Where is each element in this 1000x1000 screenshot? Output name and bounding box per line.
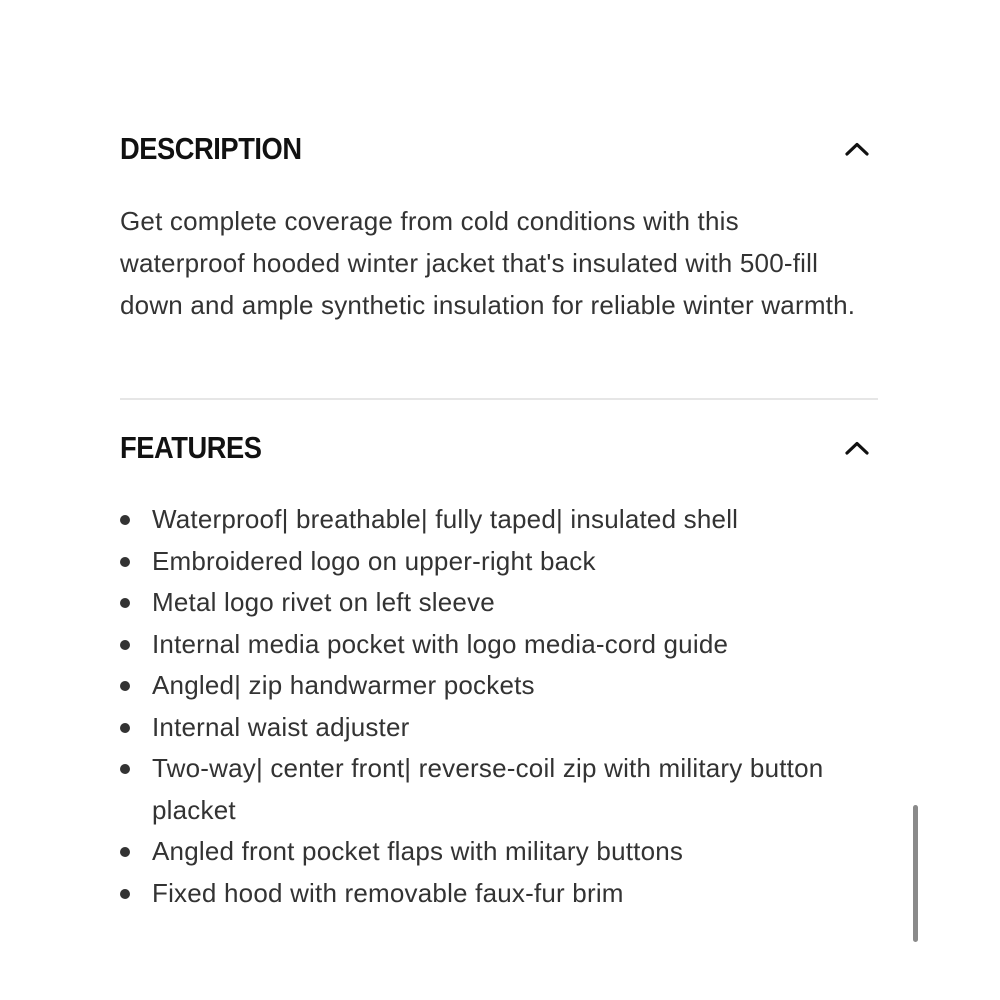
list-item (120, 748, 832, 831)
description-header[interactable] (120, 122, 878, 176)
feature-text: Angled front pocket flaps with military buttons (152, 836, 684, 866)
chevron-up-icon[interactable] (842, 433, 872, 463)
bullet-icon (120, 557, 130, 567)
bullet-icon (120, 847, 130, 857)
list-item (120, 582, 832, 624)
section-divider (120, 398, 878, 400)
bullet-icon (120, 515, 130, 525)
scrollbar-thumb[interactable] (913, 805, 918, 942)
feature-text: Embroidered logo on upper-right back (152, 545, 596, 576)
chevron-up-icon[interactable] (842, 134, 872, 164)
features-section (120, 421, 878, 914)
list-item (120, 707, 832, 749)
bullet-icon (120, 889, 130, 899)
list-item (120, 873, 832, 915)
bullet-icon (120, 640, 130, 650)
description-title: DESCRIPTION (120, 131, 302, 166)
bullet-icon (120, 681, 130, 691)
features-title: FEATURES (120, 430, 262, 465)
feature-text: Two-way| center front| reverse-coil zip with military button placket (152, 753, 824, 825)
feature-text: Internal waist adjuster (152, 711, 410, 742)
feature-text: Internal media pocket with logo media-cord guide (152, 628, 729, 659)
feature-text: Angled| zip handwarmer pockets (152, 670, 535, 700)
bullet-icon (120, 764, 130, 774)
description-section (120, 122, 878, 326)
features-list (120, 499, 878, 914)
list-item (120, 499, 832, 541)
description-text: Get complete coverage from cold conditions with this waterproof hooded winter jacket that's insulated with 500-fill down and ample synthetic insulation for reliable winter warmth. (120, 206, 856, 320)
feature-text: Fixed hood with removable faux-fur brim (152, 877, 624, 908)
list-item (120, 831, 832, 873)
list-item (120, 541, 832, 583)
bullet-icon (120, 598, 130, 608)
feature-text: Metal logo rivet on left sleeve (152, 587, 495, 617)
feature-text: Waterproof| breathable| fully taped| insulated shell (152, 504, 739, 534)
list-item (120, 624, 832, 666)
list-item (120, 665, 832, 707)
features-header[interactable] (120, 421, 878, 475)
bullet-icon (120, 723, 130, 733)
